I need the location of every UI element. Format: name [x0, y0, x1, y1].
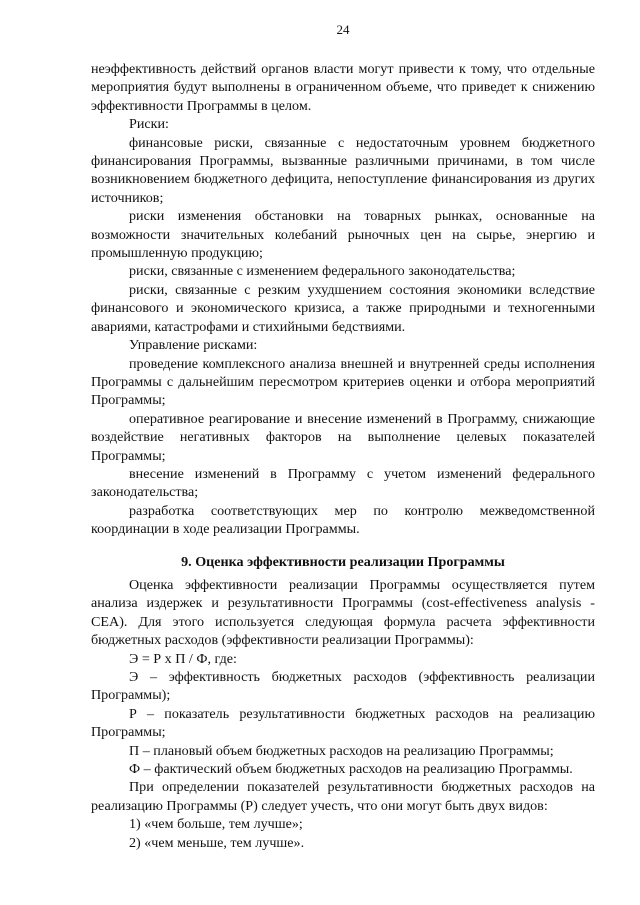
paragraph: внесение изменений в Программу с учетом изменений федерального законодательства;	[91, 465, 595, 501]
paragraph: риски изменения обстановки на товарных рынках, основанные на возможности значительных колебаний рыночных цен на сырье, энергию и промышленную продукцию;	[91, 208, 595, 262]
formula: Э = Р х П / Ф, где:	[129, 650, 237, 667]
paragraph: Риски:	[129, 116, 169, 133]
paragraph: Оценка эффективности реализации Программы осуществляется путем анализа издержек и результативности Программы (cost-effectiveness analysis - CEA). Для этого используется следующая формула расчета эффективности бюджетных расходов (эффективности реализации Программы):	[91, 576, 595, 649]
paragraph: Р – показатель результативности бюджетных расходов на реализацию Программы;	[91, 705, 595, 741]
document-body	[91, 60, 595, 852]
paragraph: Управление рисками:	[129, 337, 258, 354]
paragraph: проведение комплексного анализа внешней и внутренней среды исполнения Программы с дальнейшим пересмотром критериев оценки и отбора мероприятий Программы;	[91, 355, 595, 409]
paragraph: риски, связанные с изменением федерального законодательства;	[129, 263, 516, 280]
paragraph: оперативное реагирование и внесение изменений в Программу, снижающие воздействие негативных факторов на выполнение целевых показателей Программы;	[91, 410, 595, 464]
paragraph: риски, связанные с резким ухудшением состояния экономики вследствие финансового и экономического кризиса, а также природными и техногенными авариями, катастрофами и стихийными бедствиями.	[91, 281, 595, 335]
section-heading: 9. Оценка эффективности реализации Программы	[181, 553, 505, 570]
paragraph: Ф – фактический объем бюджетных расходов на реализацию Программы.	[129, 761, 573, 778]
paragraph: разработка соответствующих мер по контролю межведомственной координации в ходе реализации Программы.	[91, 502, 595, 538]
paragraph: П – плановый объем бюджетных расходов на реализацию Программы;	[129, 742, 554, 759]
list-item: 1) «чем больше, тем лучше»;	[129, 816, 303, 833]
paragraph: Э – эффективность бюджетных расходов (эффективность реализации Программы);	[91, 669, 595, 704]
paragraph: финансовые риски, связанные с недостаточным уровнем бюджетного финансирования Программы, вызванные различными причинами, в том числе возникновением бюджетного дефицита, непоступление финансирования из других источников;	[91, 134, 595, 206]
page-number: 24	[336, 22, 350, 37]
list-item: 2) «чем меньше, тем лучше».	[129, 834, 305, 851]
paragraph: неэффективность действий органов власти могут привести к тому, что отдельные мероприятия будут выполнены в ограниченном объеме, что приведет к снижению эффективности Программы в целом.	[91, 61, 595, 114]
paragraph: При определении показателей результативности бюджетных расходов на реализацию Программы (Р) следует учесть, что они могут быть двух видов:	[91, 779, 595, 814]
